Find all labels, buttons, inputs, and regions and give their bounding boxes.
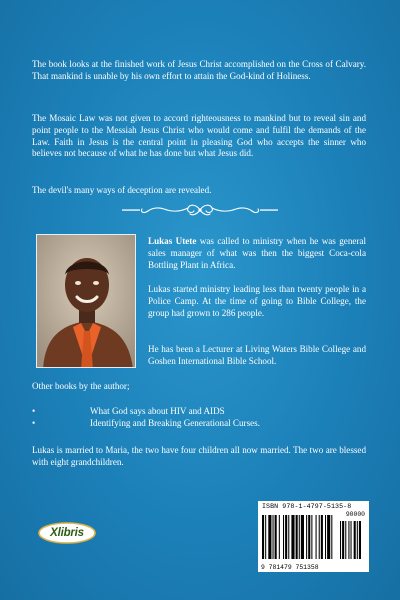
other-books-list [32, 405, 260, 429]
author-bio-1-text: was called to ministry when he was general sales manager of what was then the biggest Coca-cola Bottling Plant in Africa. [148, 236, 366, 270]
author-bio-1 [148, 236, 366, 271]
book-title: Identifying and Breaking Generational Curses. [90, 418, 260, 428]
decorative-divider-icon [100, 202, 300, 218]
isbn-text: ISBN 978-1-4797-5135-8 [262, 503, 352, 510]
isbn-row [262, 503, 365, 511]
description-paragraph-1: The book looks at the finished work of Jesus Christ accomplished on the Cross of Calvary. That mankind is unable by his own effort to attain the God-kind of Holiness. [32, 59, 366, 81]
author-photo [36, 234, 136, 368]
price-code: 90000 [345, 511, 365, 518]
author-name: Lukas Utete [148, 236, 197, 246]
author-bio-2: Lukas started ministry leading less than twenty people in a Police Camp. At the time of going to Bible College, the group had grown to 286 people. [148, 284, 366, 318]
book-title: What God says about HIV and AIDS [90, 406, 225, 416]
bullet-icon: • [32, 406, 36, 416]
bullet-icon: • [32, 418, 36, 428]
description-paragraph-2: The Mosaic Law was not given to accord righteousness to mankind but to reveal sin and point people to the Messiah Jesus Christ who would come and fulfil the demands of the Law. Faith in Jesus is the central point in pleasing God who accepts the sinner who believes not because of what he has done but what Jesus did. [32, 113, 366, 159]
barcode-digits: 9 781479 751358 [261, 564, 319, 571]
author-portrait-icon [37, 235, 136, 368]
description-paragraph-3: The devil's many ways of deception are revealed. [32, 185, 212, 195]
author-bio-3: He has been a Lecturer at Living Waters Bible College and Goshen International Bible School. [148, 344, 366, 366]
list-item [32, 417, 260, 429]
publisher-logo-text: Xlibris [50, 527, 84, 539]
list-item [32, 405, 260, 417]
other-books-label: Other books by the author; [32, 381, 130, 391]
barcode-icon [262, 513, 365, 563]
publisher-logo [38, 522, 96, 544]
family-paragraph: Lukas is married to Maria, the two have four children all now married. The two are blessed with eight grandchildren. [32, 445, 366, 467]
barcode-box [258, 501, 369, 572]
